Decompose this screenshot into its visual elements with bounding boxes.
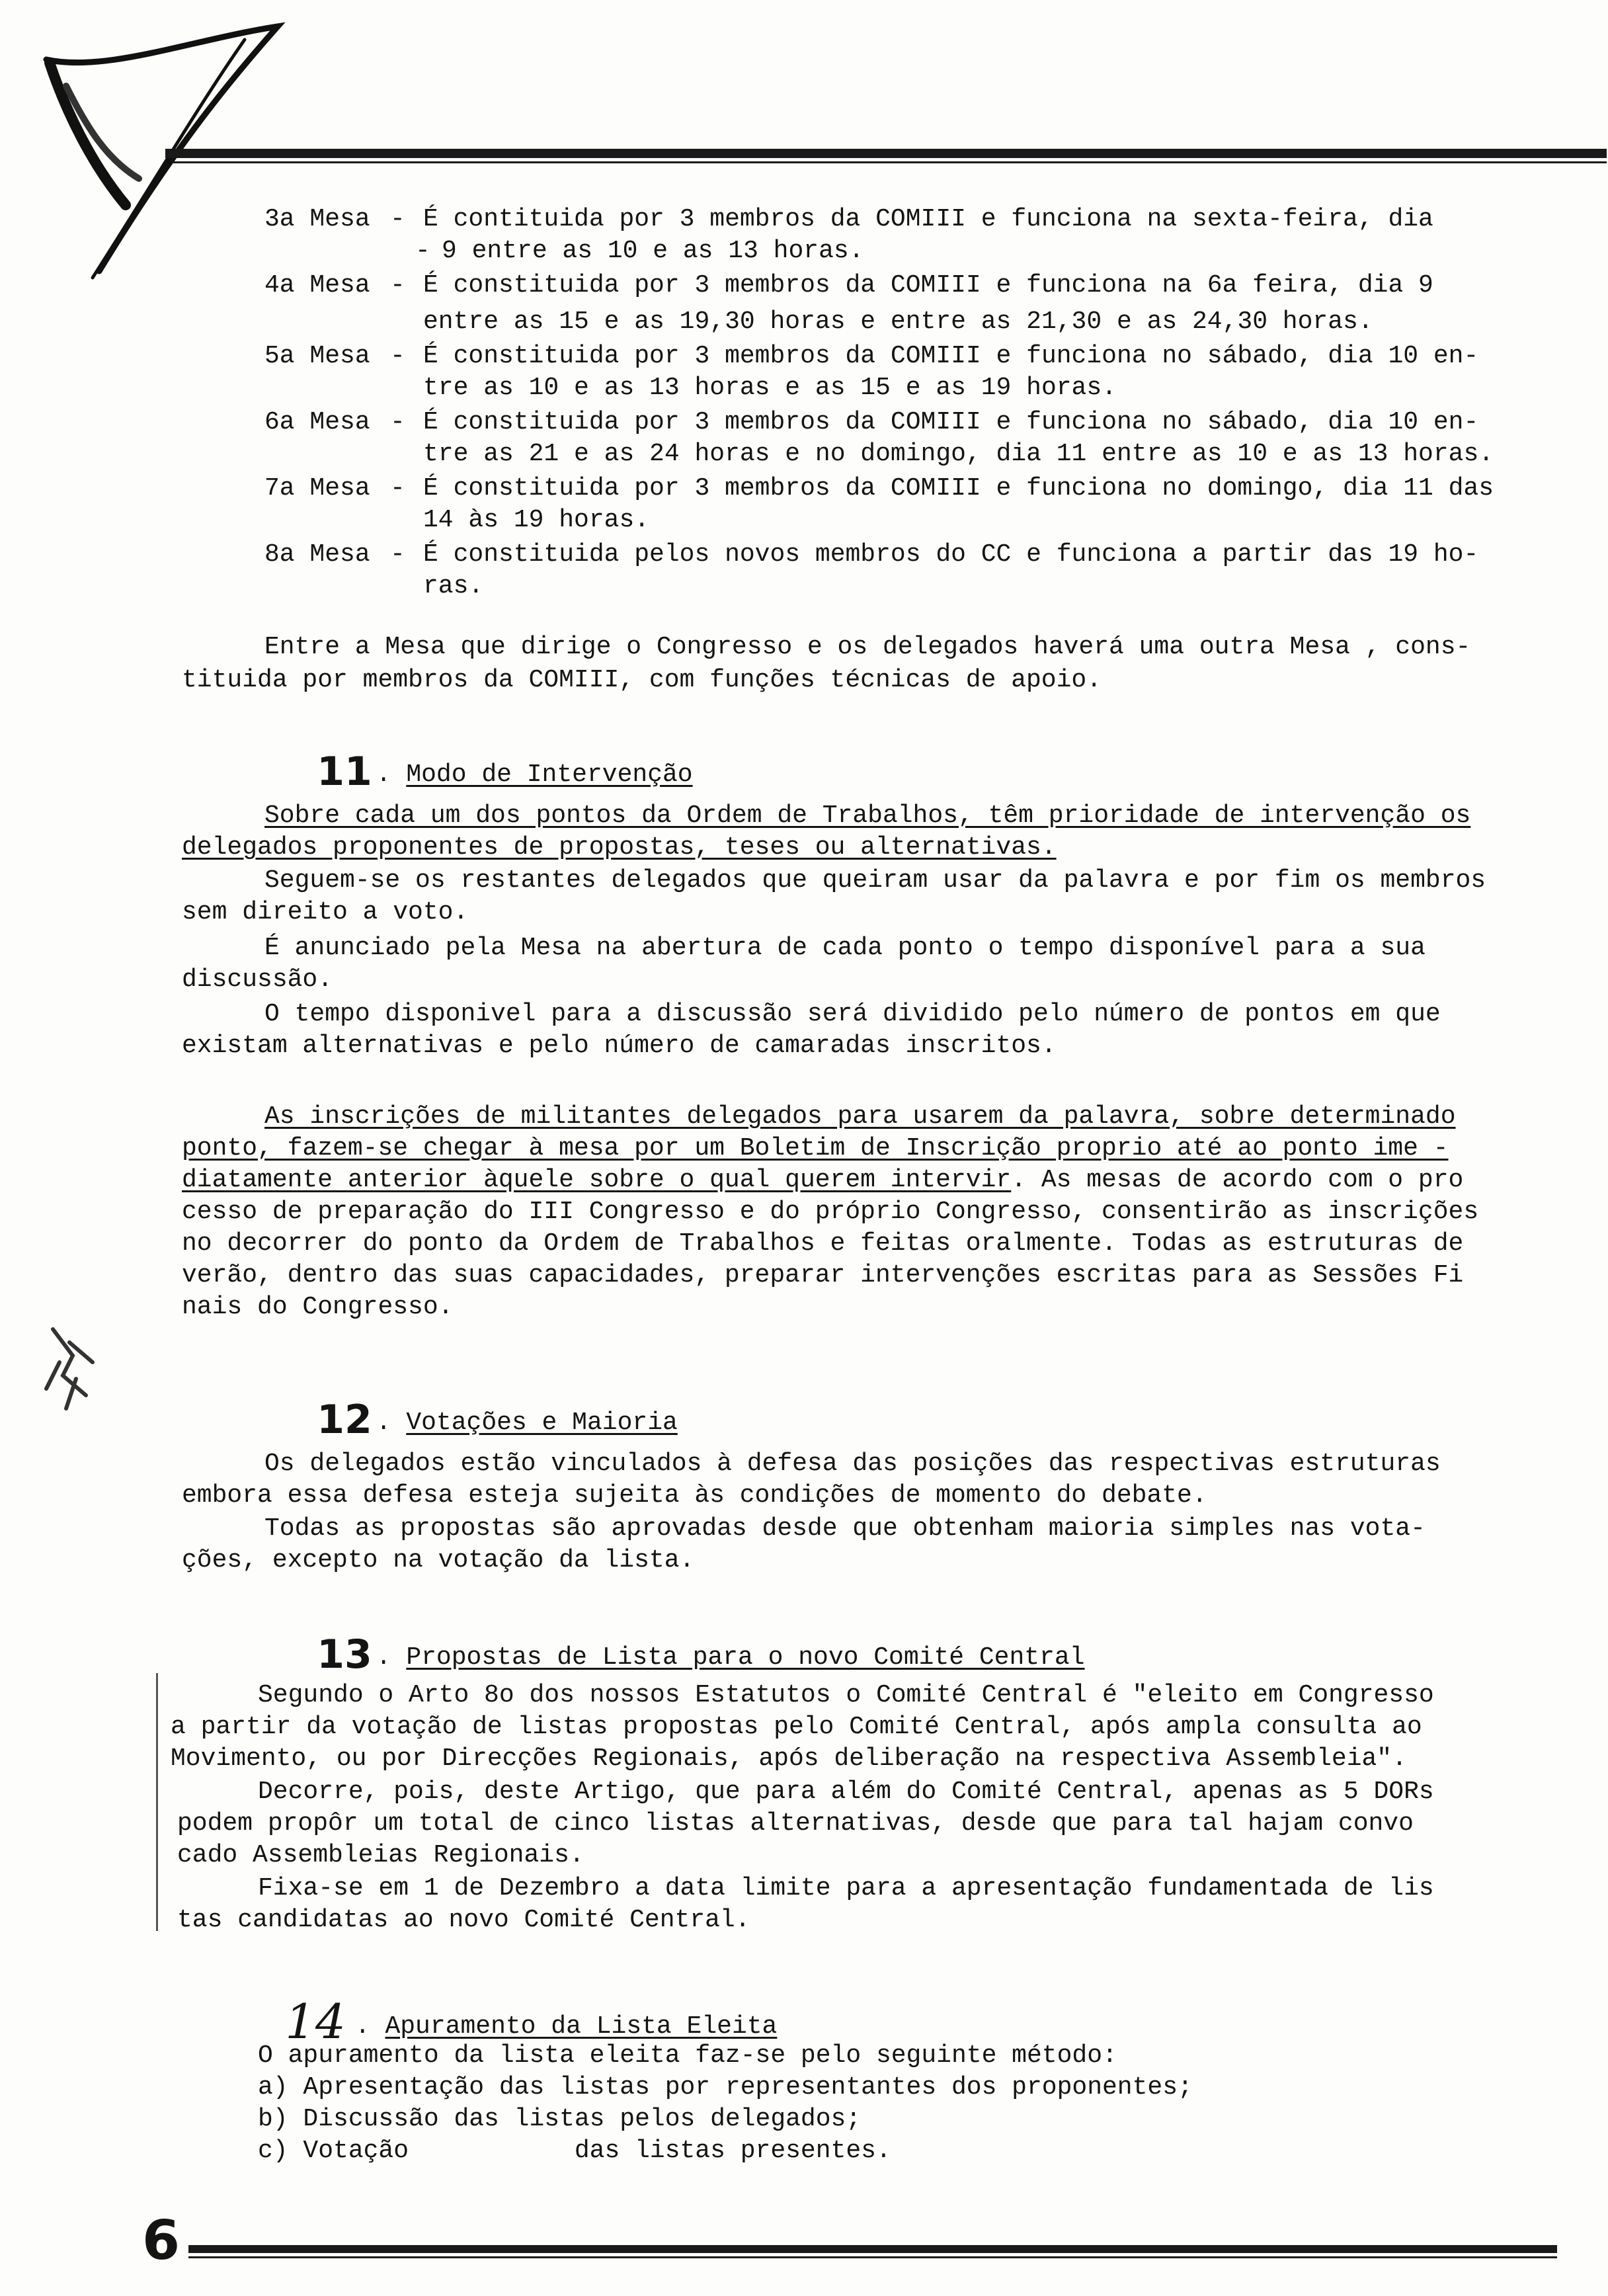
s11-p5-line-6: verão, dentro das suas capacidades, preparar intervenções escritas para as Sessões Fi — [182, 1261, 1464, 1290]
s11-p5-line-2 — [182, 1133, 1449, 1165]
underlined-text: ponto, fazem-se chegar à mesa por um Boletim de Inscrição proprio até ao ponto ime - — [182, 1134, 1449, 1163]
intro-line-2: tituida por membros da COMIII, com funções técnicas de apoio. — [182, 666, 1102, 694]
s11-p3-line-1: É anunciado pela Mesa na abertura de cada ponto o tempo disponível para a sua — [264, 934, 1426, 962]
s13-p1-line-1: Segundo o Arto 8o dos nossos Estatutos o Comité Central é "eleito em Congresso — [258, 1681, 1434, 1709]
s14-item-c: c) Votação das listas presentes. — [258, 2137, 891, 2165]
mesa-dash: - — [390, 540, 405, 569]
s11-p2-line-2: sem direito a voto. — [182, 898, 469, 926]
mesa-text-cont: 14 às 19 horas. — [423, 506, 650, 534]
s13-p1-line-3: Movimento, ou por Direcções Regionais, após deliberação na respectiva Assembleia". — [171, 1744, 1407, 1773]
section-number-handwritten: 14 — [285, 1994, 346, 2049]
mesa-text-cont: tre as 10 e as 13 horas e as 15 e as 19 horas. — [423, 374, 1117, 402]
mesa-text: É constituida por 3 membros da COMIII e funciona no sábado, dia 10 en- — [423, 408, 1479, 436]
mesa-dash: - — [390, 271, 405, 300]
plain-text: . As mesas de acordo com o pro — [1011, 1166, 1464, 1194]
section-number: 13 — [317, 1631, 372, 1678]
s11-p5-line-3 — [182, 1165, 1463, 1196]
s11-p5-line-5: no decorrer do ponto da Ordem de Trabalhos e feitas oralmente. Todas as estruturas de — [182, 1229, 1464, 1258]
section-title: Votações e Maioria — [406, 1409, 678, 1437]
underlined-text: Sobre cada um dos pontos da Ordem de Trabalhos, têm prioridade de intervenção os — [264, 801, 1471, 830]
s13-p2-line-2: podem propôr um total de cinco listas alternativas, desde que para tal hajam convo — [177, 1809, 1414, 1838]
mesa-text-cont: 9 entre as 10 e as 13 horas. — [442, 237, 864, 265]
s14-intro: O apuramento da lista eleita faz-se pelo seguinte método: — [258, 2041, 1117, 2070]
s14-item-a: a) Apresentação das listas por representantes dos proponentes; — [258, 2073, 1193, 2102]
section-11-heading: 11 . Modo de Intervenção — [317, 749, 693, 795]
mesa-dash: - — [390, 408, 405, 436]
mesa-text-cont: tre as 21 e as 24 horas e no domingo, dia 11 entre as 10 e as 13 horas. — [423, 440, 1494, 468]
s11-p3-line-2: discussão. — [182, 965, 333, 994]
s11-p5-line-7: nais do Congresso. — [182, 1293, 454, 1321]
s11-p1-line-1 — [264, 800, 1470, 832]
s11-p2-line-1: Seguem-se os restantes delegados que queiram usar da palavra e por fim os membros — [264, 866, 1486, 895]
mesa-text-cont: ras. — [423, 572, 484, 600]
underlined-text: diatamente anterior àquele sobre o qual querem intervir — [182, 1166, 1012, 1194]
page-number: 6 — [142, 2209, 181, 2272]
mesa-label: 6a Mesa — [264, 408, 370, 436]
section-14-heading: 14 . Apuramento da Lista Eleita — [285, 1994, 778, 2049]
mesa-label: 7a Mesa — [264, 474, 370, 503]
s14-item-b: b) Discussão das listas pelos delegados; — [258, 2105, 862, 2133]
s11-p4-line-2: existam alternativas e pelo número de camaradas inscritos. — [182, 1032, 1057, 1060]
intro-line-1: Entre a Mesa que dirige o Congresso e os delegados haverá uma outra Mesa , cons- — [264, 633, 1471, 661]
section-number: 12 — [317, 1397, 372, 1443]
s11-p1-line-2 — [182, 832, 1057, 864]
mesa-dash: - — [390, 474, 405, 503]
margin-line — [156, 1673, 158, 1931]
mesa-dash: - — [390, 342, 405, 370]
top-rule — [165, 149, 1607, 158]
mesa-text: É constituida por 3 membros da COMIII e funciona no sábado, dia 10 en- — [423, 342, 1479, 370]
mesa-label: 8a Mesa — [264, 540, 370, 569]
s13-p2-line-1: Decorre, pois, deste Artigo, que para além do Comité Central, apenas as 5 DORs — [258, 1778, 1434, 1806]
mesa-dash: - — [390, 205, 405, 233]
mesa-text: É contituida por 3 membros da COMIII e funciona na sexta-feira, dia — [423, 205, 1433, 233]
mesa-label: 3a Mesa — [264, 205, 370, 233]
section-number: 11 — [317, 749, 372, 795]
s13-p3-line-1: Fixa-se em 1 de Dezembro a data limite para a apresentação fundamentada de lis — [258, 1874, 1434, 1903]
mesa-text: É constituida pelos novos membros do CC e funciona a partir das 19 ho- — [423, 540, 1479, 569]
s13-p2-line-3: cado Assembleias Regionais. — [177, 1841, 584, 1869]
mesa-label: 4a Mesa — [264, 271, 370, 300]
section-title: Apuramento da Lista Eleita — [385, 2012, 778, 2041]
underlined-text: delegados proponentes de propostas, teses ou alternativas. — [182, 833, 1057, 862]
mesa-text-cont: entre as 15 e as 19,30 horas e entre as 21,30 e as 24,30 horas. — [423, 308, 1373, 336]
mesa-text: É constituida por 3 membros da COMIII e funciona na 6a feira, dia 9 — [423, 271, 1433, 300]
s11-p5-line-4: cesso de preparação do III Congresso e do próprio Congresso, consentirão as inscrições — [182, 1198, 1479, 1226]
bottom-rule — [188, 2245, 1557, 2253]
s12-p2-line-2: ções, excepto na votação da lista. — [182, 1546, 695, 1575]
mesa-dash-continuation: - — [415, 237, 430, 265]
section-title: Modo de Intervenção — [406, 760, 693, 789]
top-rule-thin — [172, 161, 1607, 163]
s12-p1-line-1: Os delegados estão vinculados à defesa das posições das respectivas estruturas — [264, 1450, 1441, 1478]
s11-p4-line-1: O tempo disponivel para a discussão será dividido pelo número de pontos em que — [264, 1000, 1441, 1028]
bottom-rule-thin — [188, 2256, 1557, 2258]
s13-p3-line-2: tas candidatas ao novo Comité Central. — [177, 1906, 750, 1934]
s12-p1-line-2: embora essa defesa esteja sujeita às condições de momento do debate. — [182, 1481, 1207, 1510]
underlined-text: As inscrições de militantes delegados para usarem da palavra, sobre determinado — [264, 1102, 1456, 1131]
s12-p2-line-1: Todas as propostas são aprovadas desde que obtenham maioria simples nas vota- — [264, 1514, 1426, 1543]
s11-p5-line-1 — [264, 1101, 1456, 1133]
section-12-heading: 12 . Votações e Maioria — [317, 1397, 678, 1443]
s13-p1-line-2: a partir da votação de listas propostas pelo Comité Central, após ampla consulta ao — [171, 1713, 1422, 1741]
ink-smudge — [33, 1316, 106, 1415]
section-title: Propostas de Lista para o novo Comité Central — [406, 1643, 1085, 1672]
mesa-label: 5a Mesa — [264, 342, 370, 370]
section-13-heading: 13 . Propostas de Lista para o novo Comité Central — [317, 1631, 1085, 1678]
mesa-text: É constituida por 3 membros da COMIII e funciona no domingo, dia 11 das — [423, 474, 1494, 503]
